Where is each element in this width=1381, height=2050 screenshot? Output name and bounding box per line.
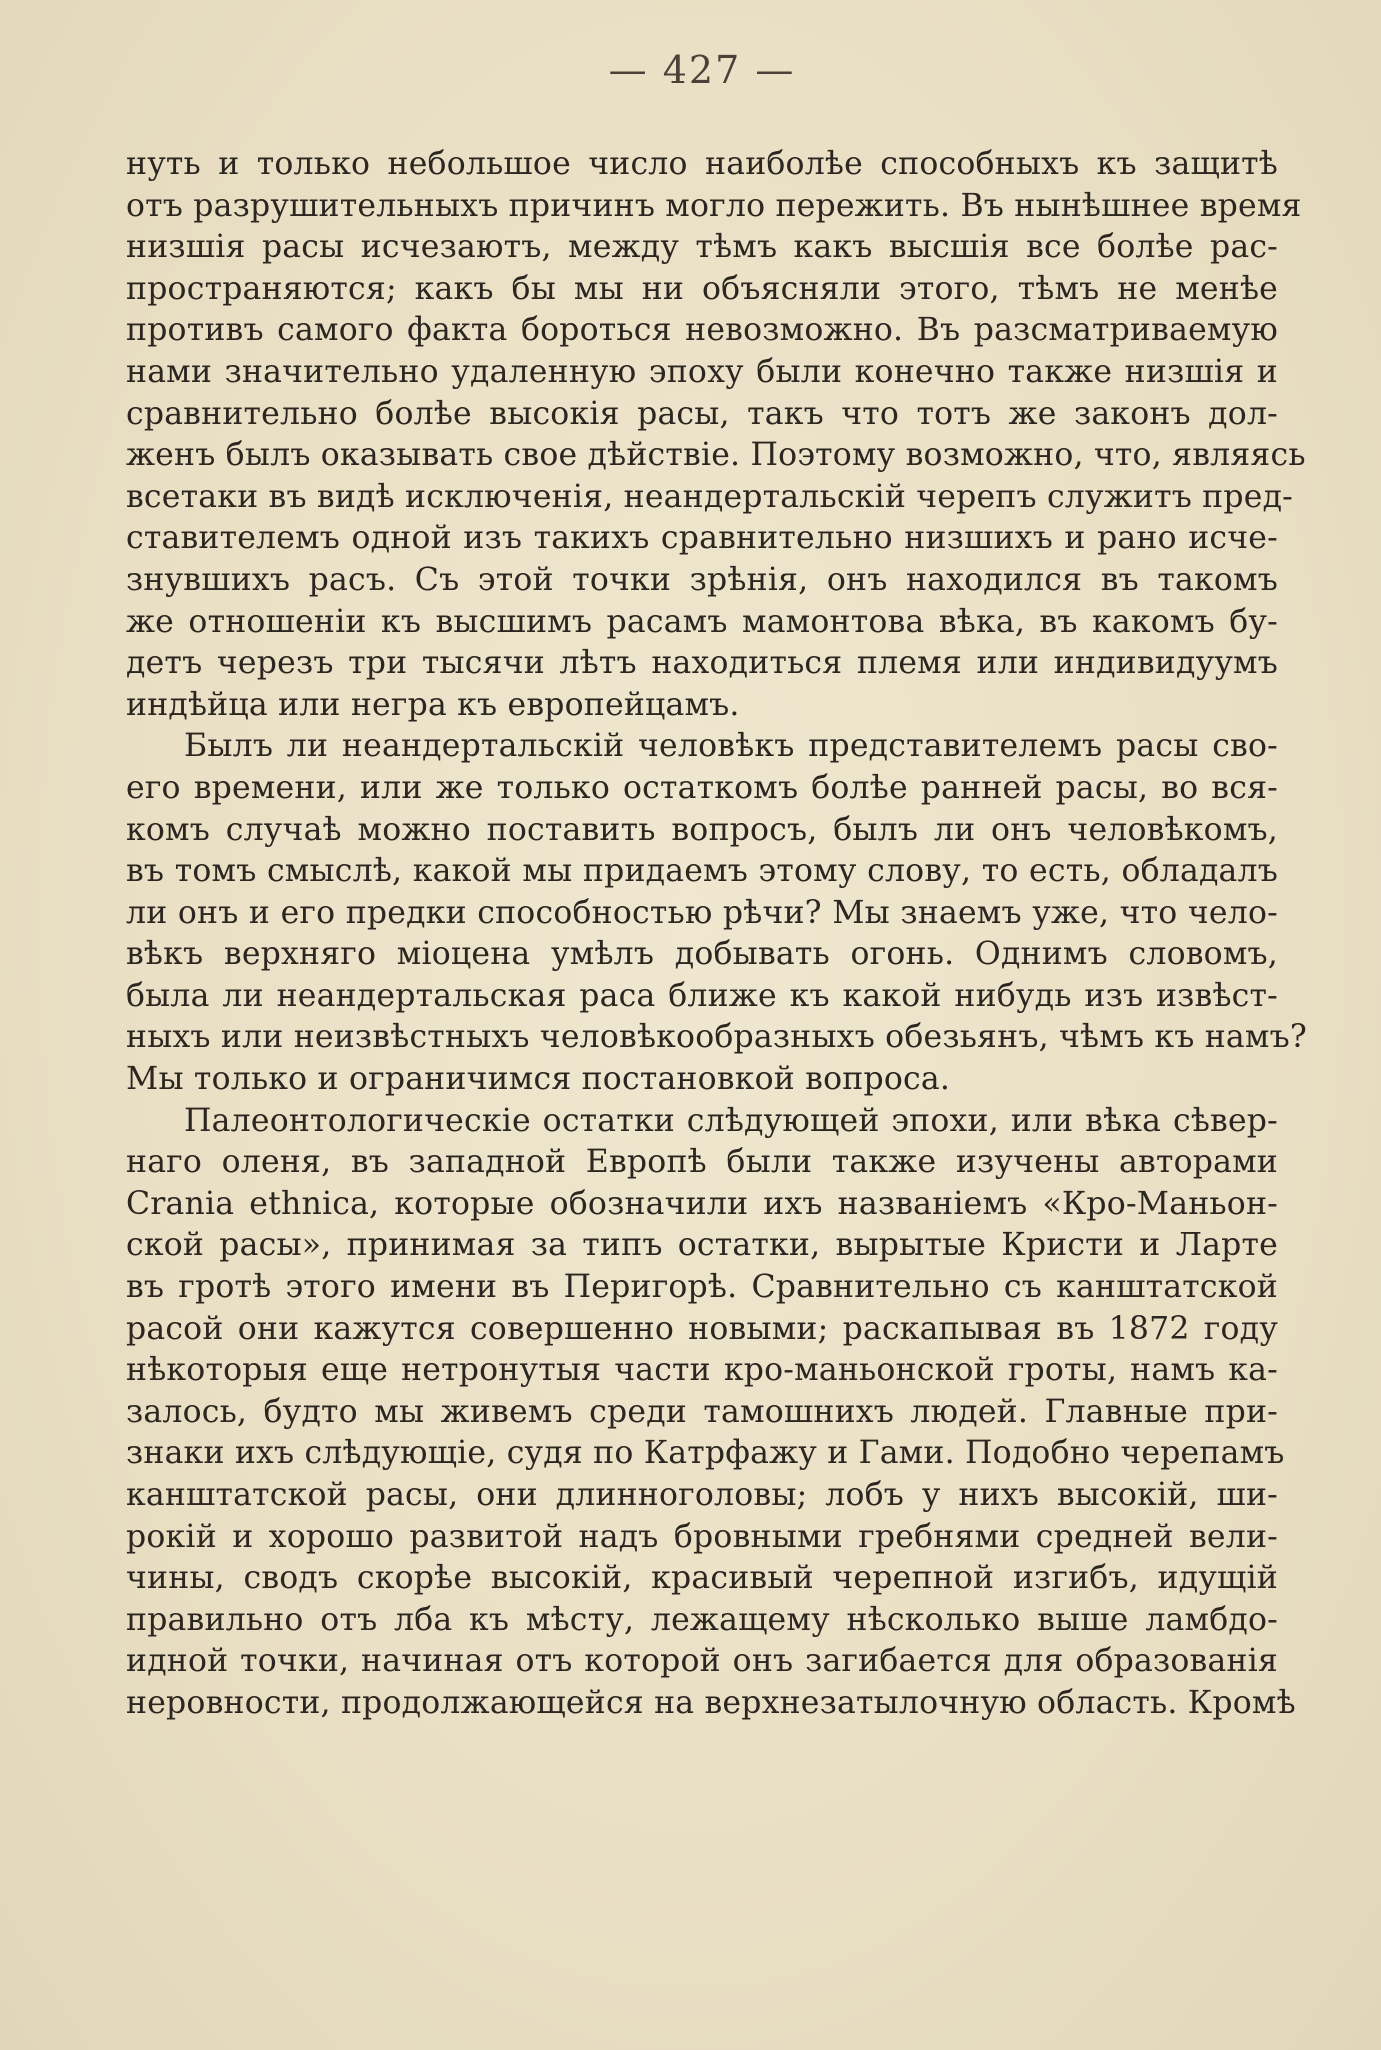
text-line: знаки ихъ слѣдующіе, судя по Катрфажу и Гами. Подобно черепамъ — [126, 1435, 1285, 1472]
text-line: индѣйца или негра къ европейцамъ. — [126, 686, 740, 723]
text-line: нами значительно удаленную эпоху были конечно также низшія и — [126, 353, 1278, 390]
text-line: рокій и хорошо развитой надъ бровными гребнями средней вели- — [126, 1518, 1278, 1555]
text-line: Мы только и ограничимся постановкой вопроса. — [126, 1061, 951, 1098]
text-line: идной точки, начиная отъ которой онъ загибается для образованія — [126, 1643, 1278, 1680]
text-line: нуть и только небольшое число наиболѣе способныхъ къ защитѣ — [126, 146, 1278, 182]
text-line: детъ черезъ три тысячи лѣтъ находиться племя или индивидуумъ — [126, 645, 1278, 682]
text-line: же отношеніи къ высшимъ расамъ мамонтова вѣка, въ какомъ бу- — [126, 603, 1278, 640]
text-line: расой они кажутся совершенно новыми; раскапывая въ 1872 году — [126, 1310, 1278, 1347]
text-line: въ томъ смыслѣ, какой мы придаемъ этому слову, то есть, обладалъ — [126, 853, 1278, 890]
text-line: Crania ethnica, которые обозначили ихъ названіемъ «Кро-Маньон- — [126, 1185, 1278, 1222]
text-line: была ли неандертальская раса ближе къ какой нибудь изъ извѣст- — [126, 977, 1278, 1014]
text-line: ли онъ и его предки способностью рѣчи? Мы знаемъ уже, что чело- — [126, 894, 1278, 931]
paragraph-3 — [126, 1101, 1296, 1725]
text-line: всетаки въ видѣ исключенія, неандертальскій черепъ служитъ пред- — [126, 478, 1294, 515]
text-line: въ гротѣ этого имени въ Перигорѣ. Сравнительно съ канштатской — [126, 1269, 1278, 1306]
text-line: женъ былъ оказывать свое дѣйствіе. Поэтому возможно, что, являясь — [126, 437, 1306, 474]
text-line: противъ самого факта бороться невозможно. Въ разсматриваемую — [126, 312, 1278, 349]
text-line: ставителемъ одной изъ такихъ сравнительно низшихъ и рано исче- — [126, 520, 1278, 557]
text-line: пространяются; какъ бы мы ни объясняли этого, тѣмъ не менѣе — [126, 270, 1278, 307]
text-line: канштатской расы, они длинноголовы; лобъ у нихъ высокій, ши- — [126, 1477, 1278, 1513]
text-line: неровности, продолжающейся на верхнезатылочную область. Кромѣ — [126, 1684, 1296, 1721]
paragraph-2 — [126, 726, 1307, 1100]
text-line: чины, сводъ скорѣе высокій, красивый черепной изгибъ, идущій — [126, 1560, 1278, 1597]
text-line: ныхъ или неизвѣстныхъ человѣкообразныхъ обезьянъ, чѣмъ къ намъ? — [126, 1019, 1307, 1056]
text-line: отъ разрушительныхъ причинъ могло пережить. Въ нынѣшнее время — [126, 187, 1302, 224]
text-line: комъ случаѣ можно поставить вопросъ, былъ ли онъ человѣкомъ, — [126, 811, 1278, 848]
text-line: правильно отъ лба къ мѣсту, лежащему нѣсколько выше ламбдо- — [126, 1601, 1278, 1638]
text-line: сравнительно болѣе высокія расы, такъ что тотъ же законъ дол- — [126, 395, 1278, 432]
text-line: его времени, или же только остаткомъ болѣе ранней расы, во вся- — [126, 769, 1278, 806]
text-line: ской расы», принимая за типъ остатки, вырытые Кристи и Ларте — [126, 1227, 1278, 1264]
text-line: наго оленя, въ западной Европѣ были также изучены авторами — [126, 1144, 1278, 1181]
text-line: Палеонтологическіе остатки слѣдующей эпохи, или вѣка сѣвер- — [184, 1102, 1278, 1139]
text-line: нѣкоторыя еще нетронутыя части кро-маньонской гроты, намъ ка- — [126, 1352, 1278, 1389]
text-line: вѣкъ верхняго міоцена умѣлъ добывать огонь. Однимъ словомъ, — [126, 936, 1278, 973]
paragraph-1 — [126, 144, 1306, 726]
text-line: залось, будто мы живемъ среди тамошнихъ людей. Главные при- — [126, 1393, 1278, 1430]
page-number: — 427 — — [608, 48, 796, 92]
text-line: знувшихъ расъ. Съ этой точки зрѣнія, онъ находился въ такомъ — [126, 561, 1278, 598]
text-line: низшія расы исчезаютъ, между тѣмъ какъ высшія все болѣе рас- — [126, 229, 1278, 266]
document-page — [126, 38, 1307, 1725]
text-line: Былъ ли неандертальскій человѣкъ представителемъ расы сво- — [184, 728, 1278, 765]
